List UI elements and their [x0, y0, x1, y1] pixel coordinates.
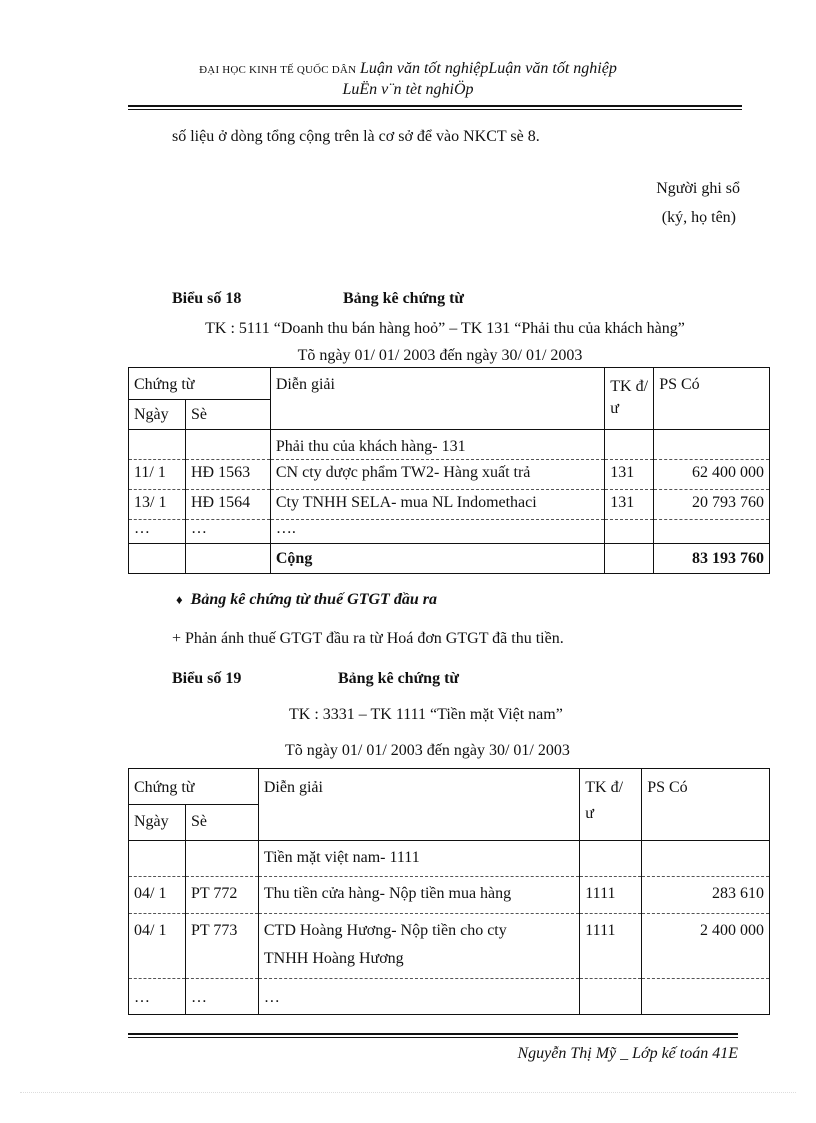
header-line-1 [0, 60, 816, 78]
bieu19-header-amount: PS Có [642, 769, 770, 841]
cell-amount: 20 793 760 [654, 490, 770, 520]
cell-acct: 131 [605, 490, 654, 520]
cell-date: 04/ 1 [129, 914, 186, 979]
cell-desc: …. [270, 520, 604, 544]
cell-date: … [129, 979, 186, 1015]
bieu19-header-voucher: Chứng từ [129, 769, 259, 805]
bieu18-header-acct: TK đ/ ư [605, 368, 654, 430]
signature-note: (ký, họ tên) [661, 209, 736, 226]
bieu18-header-number: Sè [185, 400, 270, 430]
cell-acct [605, 520, 654, 544]
cell-number [185, 841, 258, 877]
total-label: Cộng [270, 544, 604, 574]
cell-date [129, 841, 186, 877]
cell-desc: Phải thu của khách hàng- 131 [270, 430, 604, 460]
cell-acct [580, 979, 642, 1015]
bieu18-date-range: Tõ ngày 01/ 01/ 2003 đến ngày 30/ 01/ 2003 [297, 347, 583, 364]
total-amount: 83 193 760 [654, 544, 770, 574]
table-row [129, 914, 770, 979]
header-org: ĐẠI HỌC KINH TẾ QUỐC DÂN [199, 64, 357, 76]
cell-acct: 131 [605, 460, 654, 490]
cell-amount [642, 979, 770, 1015]
cell-number: PT 773 [185, 914, 258, 979]
cell-empty [185, 544, 270, 574]
cell-acct [580, 841, 642, 877]
cell-acct: 1111 [580, 914, 642, 979]
total-row [129, 544, 770, 574]
cell-desc: Thu tiền cửa hàng- Nộp tiền mua hàng [258, 877, 579, 914]
bieu18-header-desc: Diễn giải [270, 368, 604, 430]
table-row [129, 490, 770, 520]
bieu19-header-number: Sè [185, 805, 258, 841]
cell-desc-line-2: TNHH Hoàng Hương [263, 950, 404, 967]
header-rule-thin [128, 109, 742, 110]
cell-amount: 283 610 [642, 877, 770, 914]
bieu18-table [128, 367, 770, 574]
cell-date [129, 430, 186, 460]
bieu19-header-acct [580, 769, 642, 841]
header-title-garbled: LuËn v¨n tèt nghiÖp [342, 81, 474, 98]
cell-date: … [129, 520, 186, 544]
header-title-repeat: Luận văn tốt nghiệpLuận văn tốt nghiệp [359, 60, 617, 77]
diamond-bullet-icon: ♦ [176, 592, 183, 607]
cell-amount [654, 520, 770, 544]
footer-rule-thick [128, 1033, 738, 1035]
page-edge-divider [20, 1092, 796, 1093]
cell-amount [654, 430, 770, 460]
bieu19-label: Biểu số 19 [172, 670, 242, 687]
cell-acct: 1111 [580, 877, 642, 914]
bieu18-account-line: TK : 5111 “Doanh thu bán hàng hoỏ” – TK 131 “Phải thu của khách hàng” [205, 320, 685, 337]
cell-amount [642, 841, 770, 877]
signature-role: Người ghi sổ [656, 180, 740, 197]
bieu19-date-range: Tõ ngày 01/ 01/ 2003 đến ngày 30/ 01/ 2003 [285, 742, 570, 759]
cell-date: 13/ 1 [129, 490, 186, 520]
cell-acct [605, 430, 654, 460]
cell-date: 04/ 1 [129, 877, 186, 914]
section-plus: + Phản ánh thuế GTGT đầu ra từ Hoá đơn GTGT đã thu tiền. [172, 630, 564, 647]
cell-amount: 2 400 000 [642, 914, 770, 979]
bieu18-title: Bảng kê chứng từ [343, 290, 464, 307]
section-bullet-text: Bảng kê chứng từ thuế GTGT đầu ra [190, 591, 437, 608]
cell-desc: CN cty dược phẩm TW2- Hàng xuất trả [270, 460, 604, 490]
cell-empty [605, 544, 654, 574]
cell-number [185, 430, 270, 460]
cell-date: 11/ 1 [129, 460, 186, 490]
section-bullet [176, 591, 437, 609]
table-row [129, 979, 770, 1015]
table-row [129, 877, 770, 914]
cell-amount: 62 400 000 [654, 460, 770, 490]
bieu19-table [128, 768, 770, 1015]
cell-number: PT 772 [185, 877, 258, 914]
cell-number: … [185, 520, 270, 544]
cell-number: … [185, 979, 258, 1015]
cell-desc: Tiền mặt việt nam- 1111 [258, 841, 579, 877]
bieu18-header-voucher: Chứng từ [129, 368, 271, 400]
bieu19-title: Bảng kê chứng từ [338, 670, 459, 687]
cell-empty [129, 544, 186, 574]
bieu18-header-amount: PS Có [654, 368, 770, 430]
bieu19-header-acct-bottom: ư [585, 805, 594, 822]
cell-desc: Cty TNHH SELA- mua NL Indomethaci [270, 490, 604, 520]
bieu18-header-date: Ngày [129, 400, 186, 430]
cell-desc: … [258, 979, 579, 1015]
cell-number: HĐ 1563 [185, 460, 270, 490]
intro-text: số liệu ở dòng tổng cộng trên là cơ sở để vào NKCT sè 8. [172, 128, 540, 145]
cell-desc-line-1: CTD Hoàng Hương- Nộp tiền cho cty [263, 922, 507, 939]
table-row [129, 841, 770, 877]
footer-author: Nguyễn Thị Mỹ _ Lớp kế toán 41E [517, 1045, 738, 1062]
cell-number: HĐ 1564 [185, 490, 270, 520]
header-rule-thick [128, 105, 742, 107]
footer-rule-thin [128, 1037, 738, 1038]
table-row [129, 460, 770, 490]
cell-desc [258, 914, 579, 979]
bieu19-header-desc: Diễn giải [258, 769, 579, 841]
bieu19-account-line: TK : 3331 – TK 1111 “Tiền mặt Việt nam” [289, 706, 563, 723]
bieu18-label: Biểu số 18 [172, 290, 242, 307]
table-row [129, 430, 770, 460]
bieu19-header-acct-top: TK đ/ [585, 779, 624, 796]
bieu19-header-date: Ngày [129, 805, 186, 841]
table-row [129, 520, 770, 544]
